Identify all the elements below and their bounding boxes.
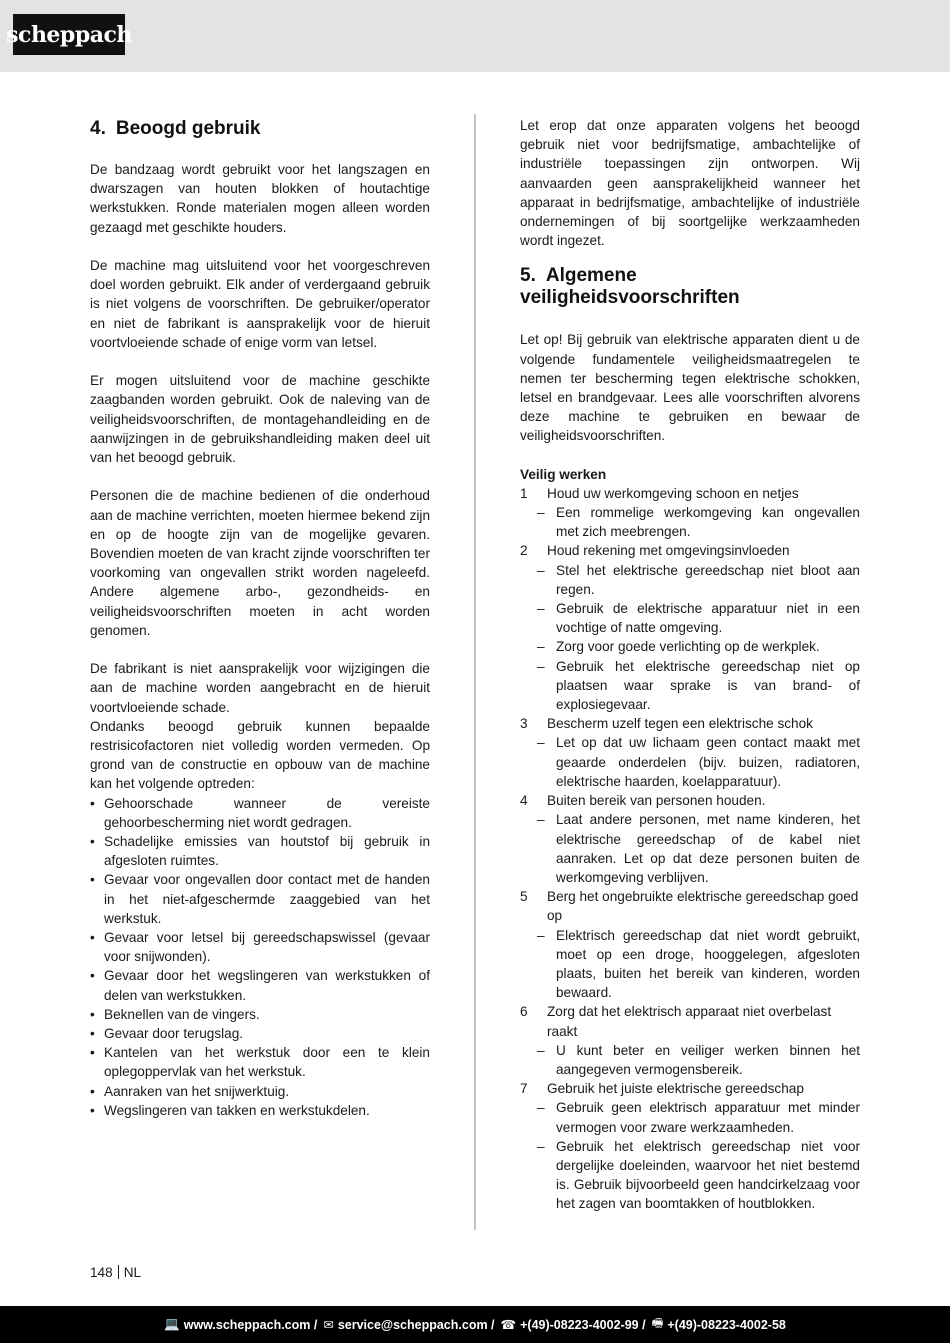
phone-number: +(49)-08223-4002-99 / — [520, 1317, 646, 1332]
scheppach-logo: scheppach — [13, 14, 125, 55]
item-text: Houd rekening met omgevingsinvloeden — [547, 543, 790, 559]
list-item: • Kantelen van het werkstuk door een te klein oplegoppervlak van het werkstuk. — [90, 1043, 430, 1081]
envelope-icon: ✉ — [323, 1318, 334, 1332]
list-item: • Aanraken van het snijwerktuig. — [90, 1082, 430, 1101]
fax-icon: 🖷 — [651, 1316, 664, 1330]
numbered-item — [520, 714, 860, 733]
numbered-item — [520, 887, 860, 925]
list-item: • Gevaar door het wegslingeren van werkstukken of delen van werkstukken. — [90, 966, 430, 1004]
risk-list — [90, 794, 430, 1120]
item-text: Berg het ongebruikte elektrische gereedschap goed op — [547, 889, 859, 924]
sub-item: – Elektrisch gereedschap dat niet wordt gebruikt, moet op een droge, hooggelegen, afgesloten plaats, buiten het bereik van kinderen, worden bewaard. — [520, 926, 860, 1003]
phone-icon: ☎ — [500, 1318, 517, 1332]
numbered-item — [520, 1002, 860, 1040]
page-number-value: 148 — [90, 1265, 113, 1280]
section-4-title: Beoogd gebruik — [115, 118, 261, 139]
sub-item: – Stel het elektrische gereedschap niet bloot aan regen. — [520, 561, 860, 599]
list-item: • Gehoorschade wanneer de vereiste gehoorbescherming niet wordt gedragen. — [90, 794, 430, 832]
paragraph: Let op! Bij gebruik van elektrische apparaten dient u de volgende fundamentele veiligheidsmaatregelen te nemen ter bescherming tegen elektrische schokken, letsel en brandgevaar. Lees alle voorschriften alvorens deze machine te gebruiken en bewaar de veiligheidsvoorschriften. — [520, 332, 860, 444]
section-4-number: 4. — [90, 118, 106, 139]
list-item: • Wegslingeren van takken en werkstukdelen. — [90, 1101, 430, 1120]
sub-item: – U kunt beter en veiliger werken binnen het aangegeven vermogensbereik. — [520, 1041, 860, 1079]
website-link[interactable]: www.scheppach.com / — [183, 1317, 318, 1332]
section-5-title: Algemene veiligheidsvoorschriften — [520, 265, 740, 309]
numbered-item — [520, 791, 860, 810]
list-item: • Gevaar voor ongevallen door contact met de handen in het niet-afgeschermde zaaggebied van het werkstuk. — [90, 870, 430, 928]
list-item: • Gevaar voor letsel bij gereedschapswissel (gevaar voor snijwonden). — [90, 928, 430, 966]
paragraph: De bandzaag wordt gebruikt voor het langszagen en dwarszagen van houten blokken of houtachtige werkstukken. Ronde materialen mogen alleen worden gezaagd met geschikte houders. — [90, 162, 430, 235]
item-text: Buiten bereik van personen houden. — [547, 793, 766, 809]
item-number: 5 — [520, 889, 528, 905]
item-text: Gebruik het juiste elektrische gereedschap — [547, 1081, 804, 1097]
sub-item: – Gebruik de elektrische apparatuur niet in een vochtige of natte omgeving. — [520, 599, 860, 637]
page-number — [90, 1265, 141, 1280]
fax-number: +(49)-08223-4002-58 — [667, 1317, 786, 1332]
item-number: 2 — [520, 543, 528, 559]
sub-item: – Een rommelige werkomgeving kan ongevallen met zich meebrengen. — [520, 503, 860, 541]
column-divider — [474, 114, 476, 1230]
computer-icon: 💻 — [164, 1317, 180, 1331]
paragraph: Let erop dat onze apparaten volgens het beoogd gebruik niet voor bedrijfsmatige, ambachtelijke of industriële toepassingen zijn ontworpen. Wij aanvaarden geen aansprakelijkheid wanneer het apparaat in bedrijfsmatige, ambachtelijke of industriële ondernemingen of bij soortgelijke werkzaamheden wordt ingezet. — [520, 118, 860, 249]
sub-item: – Laat andere personen, met name kinderen, het elektrische gereedschap of de kabel niet aanraken. Let op dat deze personen buiten de werkomgeving verblijven. — [520, 810, 860, 887]
item-number: 6 — [520, 1004, 528, 1020]
item-number: 1 — [520, 485, 528, 501]
numbered-item — [520, 1079, 860, 1098]
safe-work-heading: Veilig werken — [520, 466, 607, 482]
item-number: 3 — [520, 716, 528, 732]
paragraph: Personen die de machine bedienen of die onderhoud aan de machine verrichten, moeten hiermee bekend zijn en op de hoogte zijn van de mogelijke gevaren. Bovendien moeten de van kracht zijnde voorschriften ter voorkoming van ongevallen strikt worden nageleefd. Andere algemene arbo-, gezondheids- en veiligheidsvoorschriften moeten in acht worden genomen. — [90, 488, 430, 638]
item-number: 4 — [520, 793, 528, 809]
section-5-number: 5. — [520, 265, 536, 287]
numbered-item — [520, 484, 860, 503]
left-column — [90, 116, 430, 1120]
item-text: Houd uw werkomgeving schoon en netjes — [547, 485, 799, 501]
email-link[interactable]: service@scheppach.com / — [337, 1317, 495, 1332]
item-text: Bescherm uzelf tegen een elektrische schok — [547, 716, 813, 732]
section-4-heading — [90, 118, 430, 140]
item-text: Zorg dat het elektrisch apparaat niet overbelast raakt — [547, 1004, 832, 1039]
list-item: • Beknellen van de vingers. — [90, 1005, 430, 1024]
sub-item: – Gebruik het elektrische gereedschap niet op plaatsen waar sprake is van brand- of explosiegevaar. — [520, 657, 860, 715]
paragraph: Er mogen uitsluitend voor de machine geschikte zaagbanden worden gebruikt. Ook de naleving van de veiligheidsvoorschriften, de montagehandleiding en de aanwijzingen in de gebruikshandleiding maken deel uit van het beoogd gebruik. — [90, 373, 430, 466]
header-band — [0, 0, 950, 72]
item-number: 7 — [520, 1081, 528, 1097]
paragraph: Ondanks beoogd gebruik kunnen bepaalde restrisicofactoren niet volledig worden vermeden. Op grond van de constructie en opbouw van de machine kan het volgende optreden: — [90, 718, 430, 792]
footer-contact-bar — [0, 1306, 950, 1343]
language-code: NL — [123, 1265, 142, 1280]
section-5-heading — [520, 265, 860, 309]
list-item: • Schadelijke emissies van houtstof bij gebruik in afgesloten ruimtes. — [90, 832, 430, 870]
sub-item: – Zorg voor goede verlichting op de werkplek. — [520, 637, 860, 656]
page-number-divider — [118, 1265, 119, 1279]
paragraph: De machine mag uitsluitend voor het voorgeschreven doel worden gebruikt. Elk ander of verdergaand gebruik is niet volgens de voorschriften. De gebruiker/operator en niet de fabrikant is aansprakelijk voor de hieruit voortvloeiende schade of enige vorm van letsel. — [90, 258, 430, 350]
sub-item: – Gebruik geen elektrisch apparatuur met minder vermogen voor zware werkzaamheden. — [520, 1098, 860, 1136]
numbered-item — [520, 541, 860, 560]
list-item: • Gevaar door terugslag. — [90, 1024, 430, 1043]
sub-item: – Let op dat uw lichaam geen contact maakt met geaarde onderdelen (bijv. buizen, radiatoren, elektrische haarden, koelapparatuur). — [520, 733, 860, 791]
right-column — [520, 116, 860, 1214]
sub-item: – Gebruik het elektrisch gereedschap niet voor dergelijke doeleinden, waarvoor het niet bestemd is. Gebruik bijvoorbeeld geen handcirkelzaag voor het zagen van boomtakken of houtblokken. — [520, 1137, 860, 1214]
paragraph: De fabrikant is niet aansprakelijk voor wijzigingen die aan de machine worden aangebracht en de hieruit voortvloeiende schade. — [90, 661, 430, 715]
